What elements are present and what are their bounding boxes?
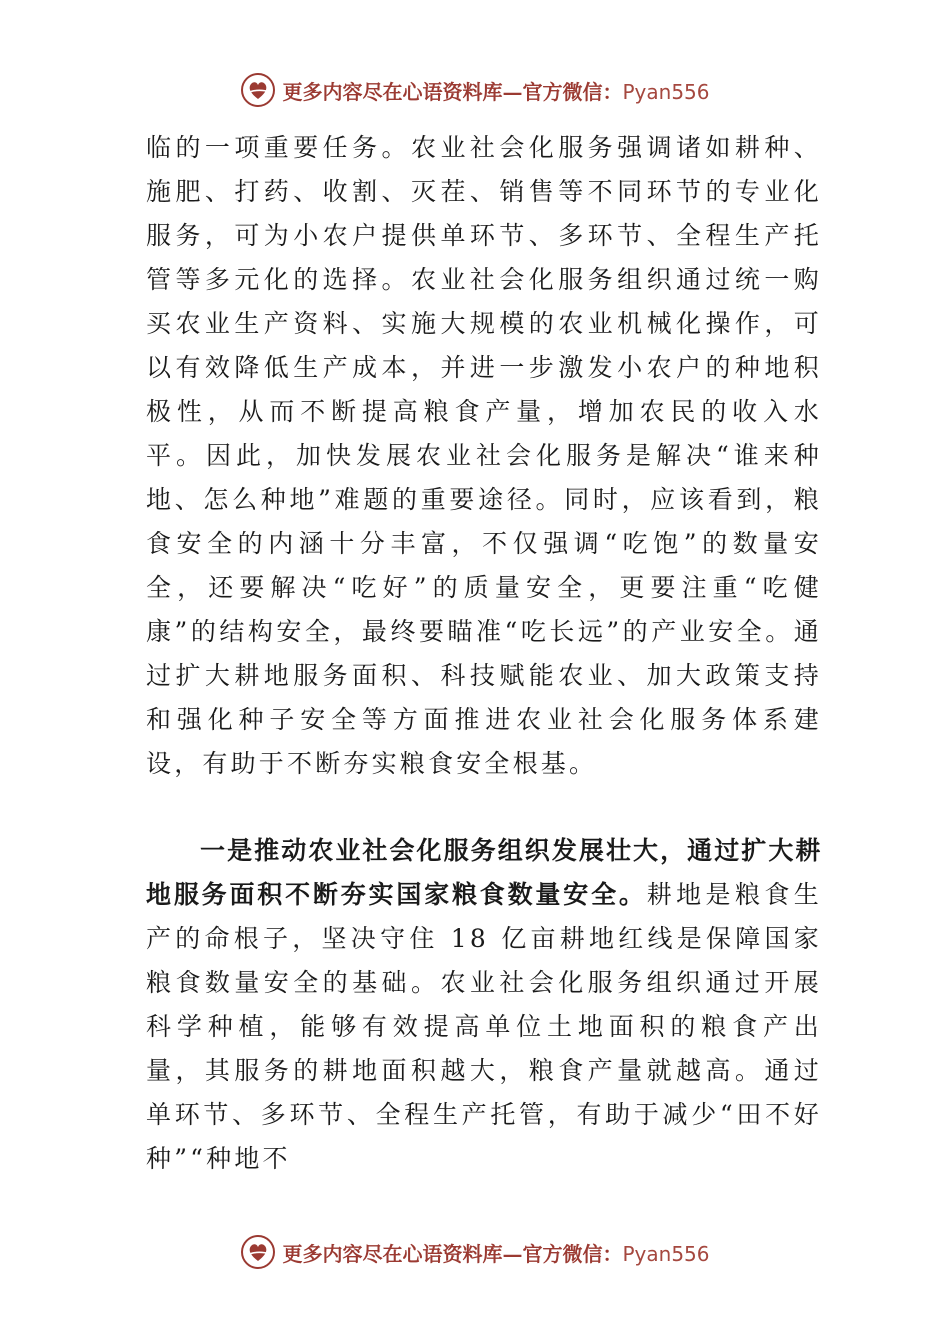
watermark-text: 更多内容尽在心语资料库—官方微信：Pyan556 bbox=[282, 79, 710, 104]
footer-watermark bbox=[0, 1232, 950, 1272]
wechat-id: Pyan556 bbox=[622, 1241, 710, 1266]
header-watermark bbox=[0, 70, 950, 110]
paragraph-point-one bbox=[146, 829, 822, 1181]
heart-logo-icon bbox=[240, 72, 276, 108]
document-body bbox=[146, 126, 822, 1181]
paragraph-body-text: 耕地是粮食生产的命根子，坚决守住 18 亿亩耕地红线是保障国家粮食数量安全的基础。农业社会化服务组织通过开展科学种植，能够有效提高单位土地面积的粮食产出量，其服务的耕地面积越大，粮食产量就越高。通过单环节、多环节、全程生产托管，有助于减少“田不好种”“种地不 bbox=[146, 880, 822, 1173]
heart-logo-icon bbox=[240, 1234, 276, 1270]
paragraph-lead-sentence: 一是推动农业社会化服务组织发展壮大，通过扩大耕地服务面积不断夯实国家粮食数量安全。 bbox=[146, 836, 822, 909]
wechat-id: Pyan556 bbox=[622, 79, 710, 104]
paragraph-continued: 临的一项重要任务。农业社会化服务强调诸如耕种、施肥、打药、收割、灭茬、销售等不同环节的专业化服务，可为小农户提供单环节、多环节、全程生产托管等多元化的选择。农业社会化服务组织通过统一购买农业生产资料、实施大规模的农业机械化操作，可以有效降低生产成本，并进一步激发小农户的种地积极性，从而不断提高粮食产量，增加农民的收入水平。因此，加快发展农业社会化服务是解决“谁来种地、怎么种地”难题的重要途径。同时，应该看到，粮食安全的内涵十分丰富，不仅强调“吃饱”的数量安全，还要解决“吃好”的质量安全，更要注重“吃健康”的结构安全，最终要瞄准“吃长远”的产业安全。通过扩大耕地服务面积、科技赋能农业、加大政策支持和强化种子安全等方面推进农业社会化服务体系建设，有助于不断夯实粮食安全根基。 bbox=[146, 133, 822, 778]
watermark-text: 更多内容尽在心语资料库—官方微信：Pyan556 bbox=[282, 1241, 710, 1266]
